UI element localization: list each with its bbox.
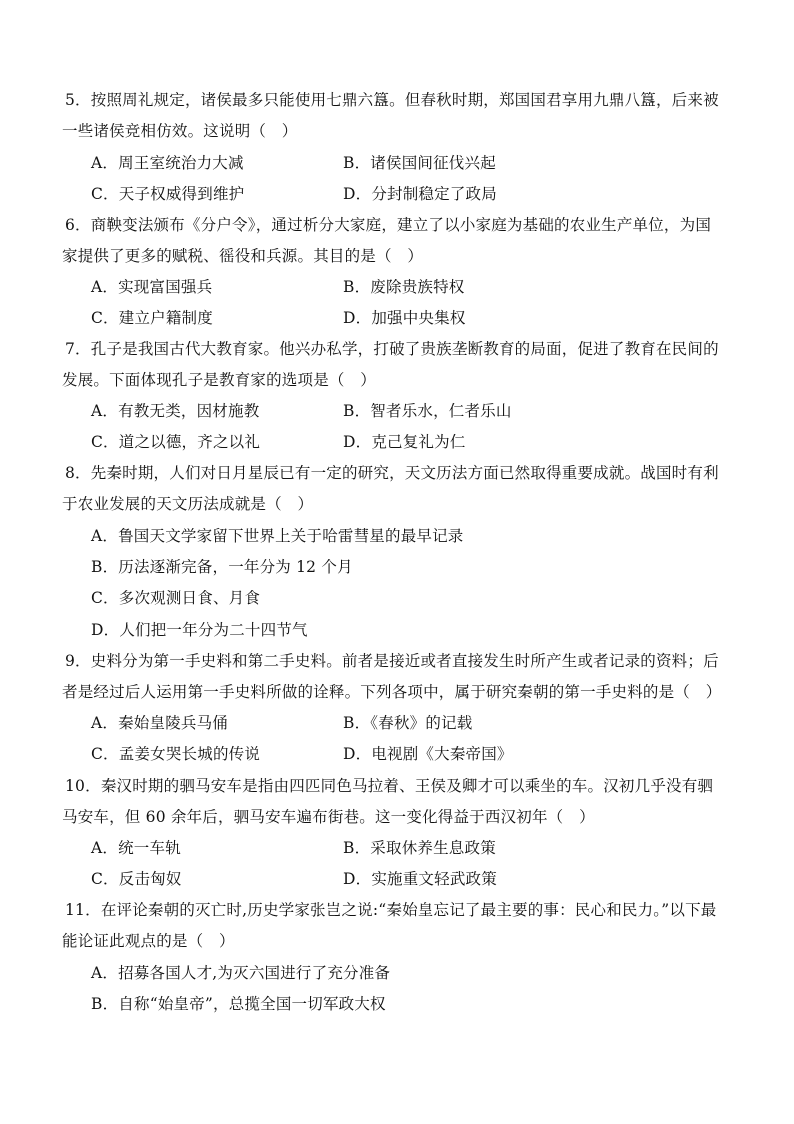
question-10-option-d: D．实施重文轻武政策 [343, 870, 497, 888]
question-7-line-2: 发展。下面体现孔子是教育家的选项是（ ） [62, 371, 377, 389]
question-9-option-b: B．《春秋》的记载 [343, 714, 473, 732]
question-5-line-2: 一些诸侯竞相仿效。这说明（ ） [62, 122, 298, 140]
question-11-option-a: A．招募各国人才,为灭六国进行了充分准备 [91, 964, 391, 982]
question-10-option-c: C．反击匈奴 [91, 870, 182, 888]
question-11-line-1: 11．在评论秦朝的灭亡时,历史学家张岂之说:“秦始皇忘记了最主要的事：民心和民力。”以下最 [65, 901, 717, 919]
question-8-line-1: 8．先秦时期，人们对日月星辰已有一定的研究，天文历法方面已然取得重要成就。战国时有利 [65, 464, 719, 482]
question-8-option-a: A．鲁国天文学家留下世界上关于哈雷彗星的最早记录 [91, 527, 464, 545]
question-6-option-c: C．建立户籍制度 [91, 309, 213, 327]
question-8-option-d: D．人们把一年分为二十四节气 [91, 621, 308, 639]
question-9-line-2: 者是经过后人运用第一手史料所做的诠释。下列各项中，属于研究秦朝的第一手史料的是（ ） [62, 683, 722, 701]
question-7-line-1: 7．孔子是我国古代大教育家。他兴办私学，打破了贵族垄断教育的局面，促进了教育在民间的 [65, 340, 719, 358]
question-11-option-b: B．自称“始皇帝”，总揽全国一切军政大权 [91, 995, 386, 1013]
question-9-option-c: C．孟姜女哭长城的传说 [91, 745, 261, 763]
question-6-line-1: 6．商鞅变法颁布《分户令》，通过析分大家庭，建立了以小家庭为基础的农业生产单位，为国 [65, 216, 712, 234]
question-7-option-a: A．有教无类，因材施教 [91, 402, 260, 420]
question-5-option-a: A．周王室统治力大减 [91, 154, 244, 172]
question-10-option-b: B．采取休养生息政策 [343, 839, 496, 857]
question-6-option-b: B．废除贵族特权 [343, 278, 465, 296]
question-8-option-c: C．多次观测日食、月食 [91, 589, 261, 607]
question-5-line-1: 5．按照周礼规定，诸侯最多只能使用七鼎六簋。但春秋时期，郑国国君享用九鼎八簋，后来被 [65, 91, 719, 109]
question-6-option-d: D．加强中央集权 [343, 309, 466, 327]
question-8-option-b: B．历法逐渐完备，一年分为 12 个月 [91, 558, 353, 576]
question-10-line-1: 10．秦汉时期的驷马安车是指由四匹同色马拉着、王侯及卿才可以乘坐的车。汉初几乎没有驷 [65, 777, 714, 795]
question-9-line-1: 9．史料分为第一手史料和第二手史料。前者是接近或者直接发生时所产生或者记录的资料；后 [65, 652, 719, 670]
question-8-line-2: 于农业发展的天文历法成就是（ ） [62, 495, 314, 513]
question-7-option-b: B．智者乐水，仁者乐山 [343, 402, 512, 420]
question-11-line-2: 能论证此观点的是（ ） [62, 932, 235, 950]
question-6-option-a: A．实现富国强兵 [91, 278, 213, 296]
question-9-option-d: D．电视剧《大秦帝国》 [343, 745, 513, 763]
question-5-option-c: C．天子权威得到维护 [91, 185, 245, 203]
question-7-option-d: D．克己复礼为仁 [343, 433, 466, 451]
question-6-line-2: 家提供了更多的赋税、徭役和兵源。其目的是（ ） [62, 247, 424, 265]
question-5-option-d: D．分封制稳定了政局 [343, 185, 497, 203]
question-10-option-a: A．统一车轨 [91, 839, 181, 857]
question-9-option-a: A．秦始皇陵兵马俑 [91, 714, 228, 732]
question-7-option-c: C．道之以德，齐之以礼 [91, 433, 261, 451]
question-10-line-2: 马安车，但 60 余年后，驷马安车遍布街巷。这一变化得益于西汉初年（ ） [62, 808, 595, 826]
question-5-option-b: B．诸侯国间征伐兴起 [343, 154, 496, 172]
